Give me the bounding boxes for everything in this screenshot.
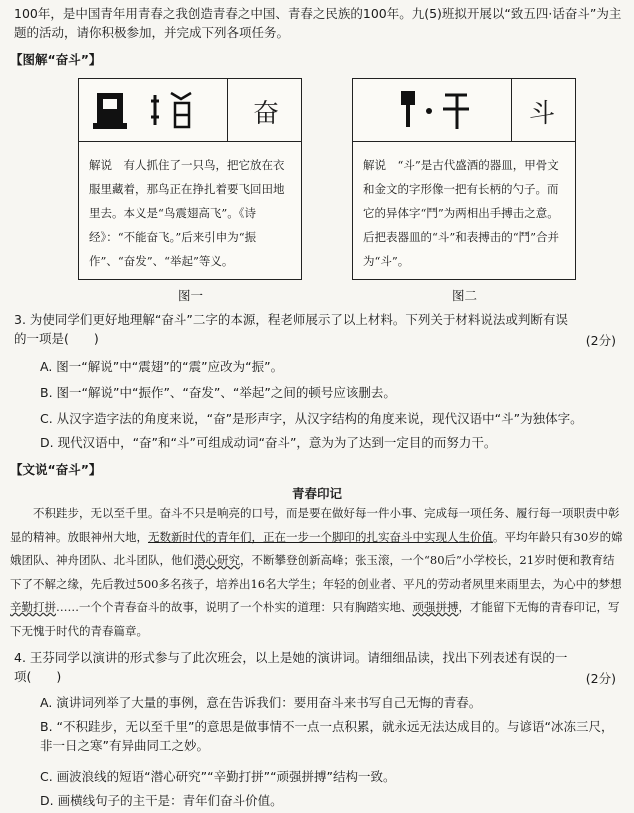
figure-two-caption: 图二 <box>452 288 478 303</box>
figure-two-box <box>352 78 576 280</box>
question-three-option-d: D. 现代汉语中，“奋”和“斗”可组成动词“奋斗”，意为为了达到一定目的而努力干。 <box>40 435 497 450</box>
ancient-dou-glyph-icon <box>393 87 503 136</box>
ancient-fen-glyph-icon <box>93 87 223 136</box>
section-heading-essay: 【文说“奋斗”】 <box>10 462 102 477</box>
question-three-score: (2分) <box>585 333 616 348</box>
question-three-option-a: A. 图一“解说”中“震翅”的“震”应改为“振”。 <box>40 359 284 374</box>
figure-two-explanation: 解说 “斗”是古代盛酒的器皿，甲骨文和金文的字形像一把有长柄的勺子。而它的异体字“鬥”为两相出手搏击之意。后把表器皿的“斗”和表搏击的“鬥”合并为“斗”。 <box>363 158 560 268</box>
essay-text-3: ，不断攀登创新高峰；张玉滚，一个“80后”小学校长，21岁时便和教育结下了不解之缘，先后教过500多名孩子，培养出16名大学生；年轻的创业者、平凡的劳动者夙里来雨里去，为心中的梦想 <box>10 553 622 591</box>
intro-text: 100年，是中国青年用青春之我创造青春之中国、青春之民族的100年。九(5)班拟开展以“致五四·话奋斗”为主题的活动，请你积极参加，并完成下列各项任务。 <box>14 6 622 40</box>
question-four-stem: 4. 王芬同学以演讲的形式参与了此次班会，以上是她的演讲词。请细细品读，找出下列表述有误的一项( ) <box>14 650 568 684</box>
figure-one-caption: 图一 <box>178 288 204 303</box>
essay-text-1: 不积跬步，无以至千里。奋斗不只是响亮的口号，而是要在做好每一件小事、完成每一项任务、履行每一项职责中彰显的精神。放眼神州大地， <box>10 506 620 544</box>
essay-underlined-sentence: 无数新时代的青年们，正在一步一个脚印的扎实奋斗中实现人生价值 <box>148 529 493 544</box>
question-three-stem: 3. 为使同学们更好地理解“奋斗”二字的本源，程老师展示了以上材料。下列关于材料说法或判断有误的一项是( ) <box>14 312 568 346</box>
question-four-option-a: A. 演讲词列举了大量的事例，意在告诉我们：要用奋斗来书写自己无悔的青春。 <box>40 695 482 710</box>
figure-two-divider <box>511 79 512 141</box>
figure-one-box <box>78 78 302 280</box>
essay-text-2: 。平均年龄只有30岁的嫦娥团队、神舟团队、北斗团队，他们 <box>10 529 623 567</box>
figure-two-modern-char: 斗 <box>529 99 556 129</box>
question-four-option-b: B. “不积跬步，无以至千里”的意思是做事情不一点一点积累，就永远无法达成目的。与谚语“冰冻三尺，非一日之寒”有异曲同工之妙。 <box>40 719 614 753</box>
essay-wavy-phrase-2: 辛勤打拼 <box>10 600 56 614</box>
question-four-option-c: C. 画波浪线的短语“潜心研究”“辛勤打拼”“顽强拼搏”结构一致。 <box>40 769 396 784</box>
figure-one-header <box>79 79 301 142</box>
figure-one-divider <box>227 79 228 141</box>
essay-body <box>10 502 626 643</box>
question-three-option-b: B. 图一“解说”中“振作”、“奋发”、“举起”之间的顿号应该删去。 <box>40 385 396 400</box>
figure-one-explanation: 解说 有人抓住了一只鸟，把它放在衣服里藏着，那鸟正在挣扎着要飞回田地里去。本义是“鸟震翅高飞”。《诗经》：“不能奋飞。”后来引申为“振作”、“奋发”、“举起”等义。 <box>89 158 285 268</box>
figure-two-header <box>353 79 575 142</box>
question-three-option-c: C. 从汉字造字法的角度来说，“奋”是形声字，从汉字结构的角度来说，现代汉语中“斗”为独体字。 <box>40 411 583 426</box>
question-four-option-d: D. 画横线句子的主干是：青年们奋斗价值。 <box>40 793 283 808</box>
essay-wavy-phrase-1: 潜心研究 <box>194 553 240 567</box>
question-four-score: (2分) <box>585 671 616 686</box>
figure-one-modern-char: 奋 <box>253 99 280 129</box>
essay-text-5: ，才能留下无悔的青春印记，写下无愧于时代的青春篇章。 <box>10 600 620 638</box>
essay-title: 青春印记 <box>291 486 342 501</box>
section-heading-diagram: 【图解“奋斗”】 <box>10 52 102 67</box>
essay-wavy-phrase-3: 顽强拼搏 <box>412 600 459 614</box>
essay-text-4: ……一个个青春奋斗的故事，说明了一个朴实的道理：只有胸踏实地、 <box>56 600 413 614</box>
